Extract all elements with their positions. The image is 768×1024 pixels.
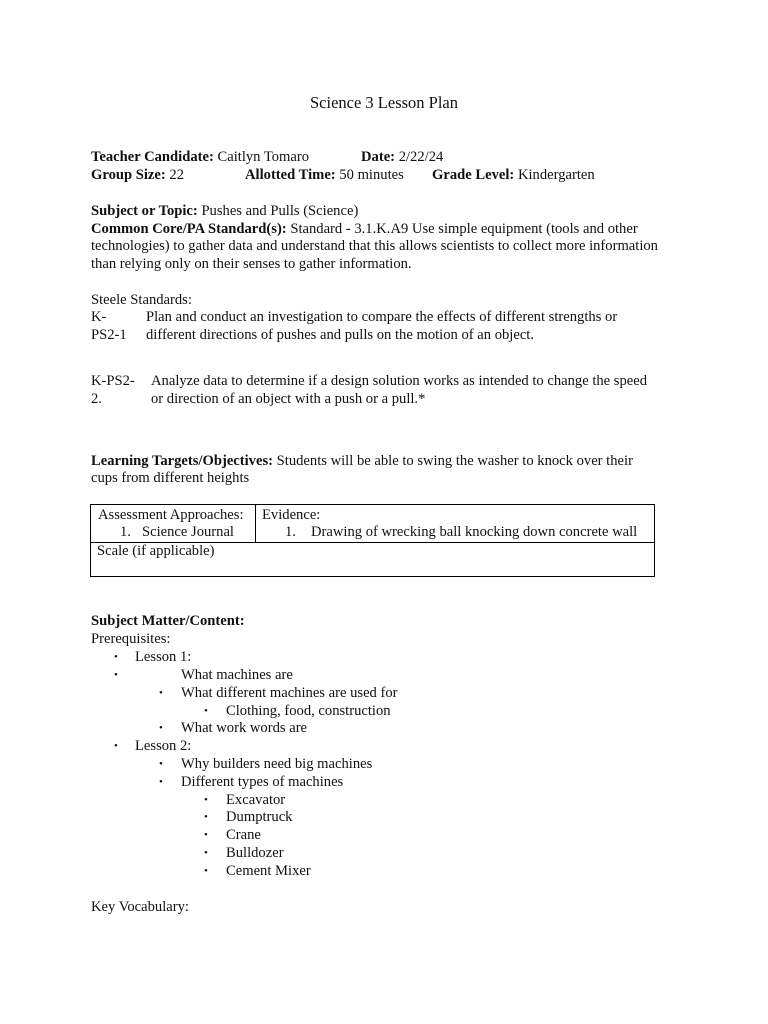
steele-text-2a: Analyze data to determine if a design solution works as intended to change the speed [151, 373, 648, 389]
teacher-label: Teacher Candidate: [91, 149, 214, 165]
date-label: Date: [361, 149, 396, 165]
list-item-bulldozer: Bulldozer [226, 845, 284, 861]
steele-text-2b: or direction of an object with a push or a pull.* [151, 391, 426, 407]
subject-line [91, 202, 358, 220]
list-item-builders-need-machines: Why builders need big machines [181, 756, 373, 772]
steele-code-2a: K-PS2- [91, 373, 135, 389]
grade-level-label: Grade Level: [432, 167, 515, 183]
grade-level-line [432, 166, 595, 184]
teacher-value: Caitlyn Tomaro [217, 149, 310, 165]
list-item-cement-mixer: Cement Mixer [226, 863, 311, 879]
evidence-item: Drawing of wrecking ball knocking down concrete wall [311, 524, 638, 540]
bullet-icon: • [114, 669, 118, 681]
standards-label: Common Core/PA Standard(s): [91, 221, 287, 237]
key-vocabulary-label: Key Vocabulary: [91, 899, 189, 915]
standards-line-3: than relying only on their senses to gather information. [91, 256, 412, 272]
group-size-value: 22 [169, 167, 184, 183]
evidence-num: 1. [285, 524, 296, 540]
allotted-time-label: Allotted Time: [245, 167, 336, 183]
group-size-line [91, 166, 184, 184]
allotted-time-value: 50 minutes [339, 167, 404, 183]
lesson-2-label: Lesson 2: [135, 738, 192, 754]
date-value: 2/22/24 [398, 149, 444, 165]
steele-code-1b: PS2-1 [91, 327, 127, 343]
list-item-dumptruck: Dumptruck [226, 809, 293, 825]
date-line [361, 148, 443, 166]
document-title: Science 3 Lesson Plan [309, 93, 458, 112]
bullet-icon: • [204, 847, 208, 859]
standards-line-2: technologies) to gather data and understand that this allows scientists to collect more information [91, 238, 658, 254]
bullet-icon: • [204, 865, 208, 877]
evidence-header: Evidence: [262, 507, 321, 523]
steele-heading: Steele Standards: [91, 292, 192, 308]
standards-value: Standard - 3.1.K.A9 Use simple equipment (tools and other [290, 221, 638, 237]
objectives-label: Learning Targets/Objectives: [91, 453, 274, 469]
grade-level-value: Kindergarten [517, 167, 595, 183]
steele-code-2b: 2. [91, 391, 102, 407]
steele-text-1a: Plan and conduct an investigation to compare the effects of different strengths or [146, 309, 618, 325]
steele-code-1a: K- [91, 309, 107, 325]
group-size-label: Group Size: [91, 167, 166, 183]
bullet-icon: • [159, 687, 163, 699]
allotted-time-line [245, 166, 404, 184]
prerequisites-label: Prerequisites: [91, 631, 171, 647]
bullet-icon: • [159, 776, 163, 788]
assessment-approaches-item: Science Journal [142, 524, 234, 540]
list-item-crane: Crane [226, 827, 261, 843]
standards-line-1 [91, 220, 638, 238]
objectives-value: Students will be able to swing the washer to knock over their [276, 453, 633, 469]
subject-value: Pushes and Pulls (Science) [201, 203, 359, 219]
bullet-icon: • [114, 740, 118, 752]
assessment-table [90, 504, 655, 577]
objectives-line-2: cups from different heights [91, 470, 250, 486]
bullet-icon: • [204, 829, 208, 841]
steele-text-1b: different directions of pushes and pulls on the motion of an object. [146, 327, 535, 343]
assessment-approaches-num: 1. [120, 524, 131, 540]
lesson-1-label: Lesson 1: [135, 649, 192, 665]
list-item-machines-used-for: What different machines are used for [181, 685, 398, 701]
bullet-icon: • [204, 794, 208, 806]
scale-label: Scale (if applicable) [97, 543, 215, 559]
teacher-candidate-line [91, 148, 309, 166]
list-item-clothing-food-construction: Clothing, food, construction [226, 703, 391, 719]
bullet-icon: • [114, 651, 118, 663]
bullet-icon: • [159, 722, 163, 734]
assessment-approaches-header: Assessment Approaches: [98, 507, 244, 523]
subject-label: Subject or Topic: [91, 203, 198, 219]
bullet-icon: • [204, 811, 208, 823]
list-item-what-machines-are: What machines are [181, 667, 293, 683]
assessment-table-divider [255, 505, 256, 542]
list-item-excavator: Excavator [226, 792, 286, 808]
bullet-icon: • [204, 705, 208, 717]
content-heading: Subject Matter/Content: [91, 613, 245, 629]
bullet-icon: • [159, 758, 163, 770]
list-item-types-of-machines: Different types of machines [181, 774, 344, 790]
list-item-work-words: What work words are [181, 720, 308, 736]
objectives-line-1 [91, 452, 633, 470]
